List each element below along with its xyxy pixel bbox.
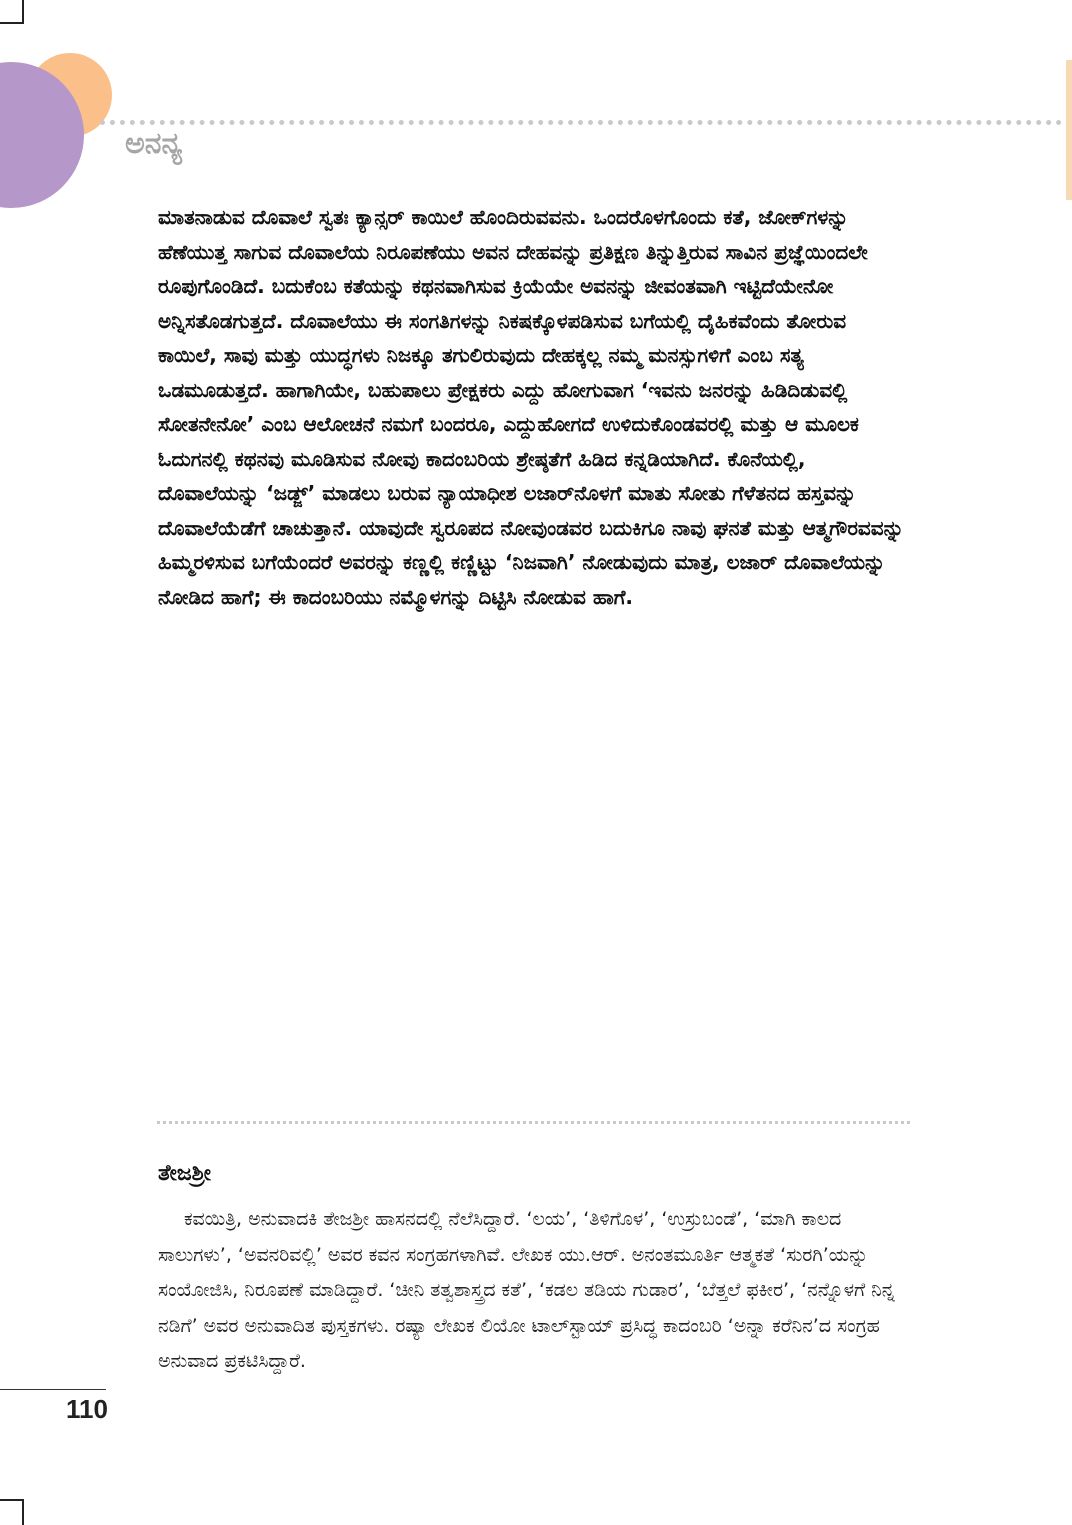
crop-mark-bottom-left-horizontal <box>0 1499 24 1501</box>
author-bio-text: ಕವಯಿತ್ರಿ, ಅನುವಾದಕಿ ತೇಜಶ್ರೀ ಹಾಸನದಲ್ಲಿ ನೆಲೆಸಿದ್ದಾರೆ. ‘ಲಯ’, ‘ತಿಳಿಗೊಳ’, ‘ಉಸ್ರುಬಂಡೆ’, ‘ಮಾಗಿ ಕಾಲದ ಸಾಲುಗಳು’, ‘ಅವನರಿವಲ್ಲಿ’ ಅವರ ಕವನ ಸಂಗ್ರಹಗಳಾಗಿವೆ. ಲೇಖಕ ಯು.ಆರ್. ಅನಂತಮೂರ್ತಿ ಆತ್ಮಕತೆ ‘ಸುರಗಿ’ಯನ್ನು ಸಂಯೋಜಿಸಿ, ನಿರೂಪಣೆ ಮಾಡಿದ್ದಾರೆ. ‘ಚೀನಿ ತತ್ವಶಾಸ್ತ್ರದ ಕತೆ’, ‘ಕಡಲ ತಡಿಯ ಗುಡಾರ’, ‘ಬೆತ್ತಲೆ ಫಕೀರ’, ‘ನನ್ನೊಳಗೆ ನಿನ್ನ ನಡಿಗೆ’ ಅವರ ಅನುವಾದಿತ ಪುಸ್ತಕಗಳು. ರಷ್ಯಾ ಲೇಖಕ ಲಿಯೋ ಟಾಲ್‌ಸ್ಟಾಯ್ ಪ್ರಸಿದ್ಧ ಕಾದಂಬರಿ ‘ಅನ್ನಾ ಕರೆನಿನ’ದ ಸಂಗ್ರಹ ಅನುವಾದ ಪ್ರಕಟಿಸಿದ್ದಾರೆ. <box>158 1208 895 1372</box>
author-name: ತೇಜಶ್ರೀ <box>158 1161 212 1186</box>
crop-mark-bottom-left-vertical <box>22 1501 24 1525</box>
header-title: ಅನನ್ಯ <box>125 126 183 161</box>
crop-mark-top-left-vertical <box>22 0 24 24</box>
header-dotted-rule <box>100 120 1072 125</box>
main-paragraph: ಮಾತನಾಡುವ ದೊವಾಲೆ ಸ್ವತಃ ಕ್ಯಾನ್ಸರ್ ಕಾಯಿಲೆ ಹೊಂದಿರುವವನು. ಒಂದರೊಳಗೊಂದು ಕತೆ, ಜೋಕ್‌ಗಳನ್ನು ಹೆಣೆಯುತ್ತ ಸಾಗುವ ದೊವಾಲೆಯ ನಿರೂಪಣೆಯು ಅವನ ದೇಹವನ್ನು ಪ್ರತಿಕ್ಷಣ ತಿನ್ನುತ್ತಿರುವ ಸಾವಿನ ಪ್ರಜ್ಞೆಯಿಂದಲೇ ರೂಪುಗೊಂಡಿದೆ. ಬದುಕೆಂಬ ಕತೆಯನ್ನು ಕಥನವಾಗಿಸುವ ಕ್ರಿಯೆಯೇ ಅವನನ್ನು ಜೀವಂತವಾಗಿ ಇಟ್ಟಿದೆಯೇನೋ ಅನ್ನಿಸತೊಡಗುತ್ತದೆ. ದೊವಾಲೆಯು ಈ ಸಂಗತಿಗಳನ್ನು ನಿಕಷಕ್ಕೊಳಪಡಿಸುವ ಬಗೆಯಲ್ಲಿ ದೈಹಿಕವೆಂದು ತೋರುವ ಕಾಯಿಲೆ, ಸಾವು ಮತ್ತು ಯುದ್ಧಗಳು ನಿಜಕ್ಕೂ ತಗುಲಿರುವುದು ದೇಹಕ್ಕಲ್ಲ ನಮ್ಮ ಮನಸ್ಸುಗಳಿಗೆ ಎಂಬ ಸತ್ಯ ಒಡಮೂಡುತ್ತದೆ. ಹಾಗಾಗಿಯೇ, ಬಹುಪಾಲು ಪ್ರೇಕ್ಷಕರು ಎದ್ದು ಹೋಗುವಾಗ ‘ಇವನು ಜನರನ್ನು ಹಿಡಿದಿಡುವಲ್ಲಿ ಸೋತನೇನೋ’ ಎಂಬ ಆಲೋಚನೆ ನಮಗೆ ಬಂದರೂ, ಎದ್ದುಹೋಗದೆ ಉಳಿದುಕೊಂಡವರಲ್ಲಿ ಮತ್ತು ಆ ಮೂಲಕ ಓದುಗನಲ್ಲಿ ಕಥನವು ಮೂಡಿಸುವ ನೋವು ಕಾದಂಬರಿಯ ಶ್ರೇಷ್ಠತೆಗೆ ಹಿಡಿದ ಕನ್ನಡಿಯಾಗಿದೆ. ಕೊನೆಯಲ್ಲಿ, ದೊವಾಲೆಯನ್ನು ‘ಜಡ್ಜ್’ ಮಾಡಲು ಬರುವ ನ್ಯಾಯಾಧೀಶ ಲಜಾರ್‌ನೊಳಗೆ ಮಾತು ಸೋತು ಗೆಳೆತನದ ಹಸ್ತವನ್ನು ದೊವಾಲೆಯೆಡೆಗೆ ಚಾಚುತ್ತಾನೆ. ಯಾವುದೇ ಸ್ವರೂಪದ ನೋವುಂಡವರ ಬದುಕಿಗೂ ನಾವು ಘನತೆ ಮತ್ತು ಆತ್ಮಗೌರವವನ್ನು ಹಿಮ್ಮರಳಿಸುವ ಬಗೆಯೆಂದರೆ ಅವರನ್ನು ಕಣ್ಣಲ್ಲಿ ಕಣ್ಣಿಟ್ಟು ‘ನಿಜವಾಗಿ’ ನೋಡುವುದು ಮಾತ್ರ, ಲಜಾರ್ ದೊವಾಲೆಯನ್ನು ನೋಡಿದ ಹಾಗೆ; ಈ ಕಾದಂಬರಿಯು ನಮ್ಮೊಳಗನ್ನು ದಿಟ್ಟಿಸಿ ನೋಡುವ ಹಾಗೆ. <box>158 205 904 609</box>
page-number: 110 <box>66 1394 108 1424</box>
crop-mark-top-left-horizontal <box>0 22 24 24</box>
side-accent-bar <box>1066 60 1072 200</box>
bio-dotted-separator <box>157 1121 910 1124</box>
page-number-rule <box>0 1389 106 1390</box>
